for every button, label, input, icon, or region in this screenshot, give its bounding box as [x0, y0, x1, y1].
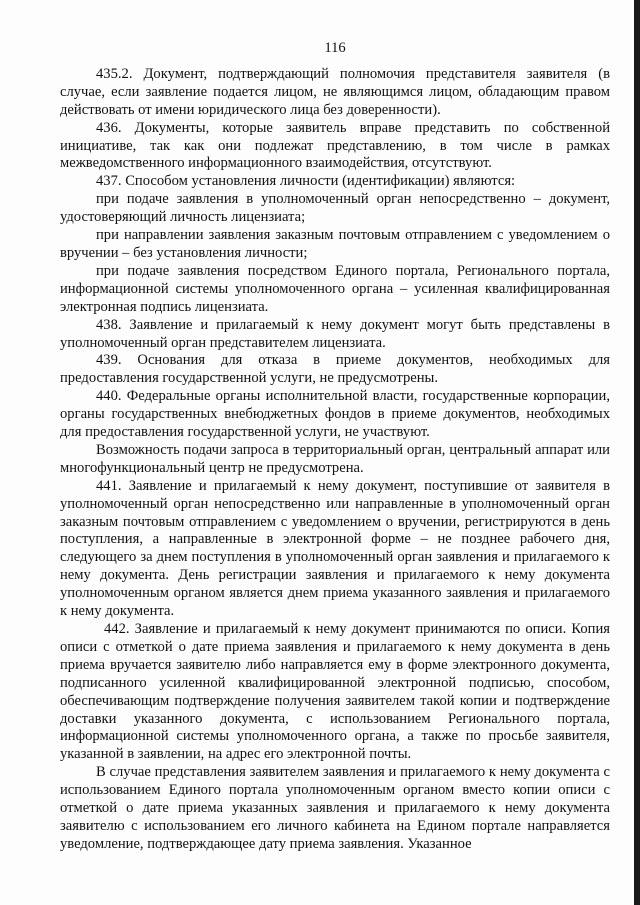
- paragraph-439: 439. Основания для отказа в приеме документов, необходимых для предоставления государственной услуги, не предусмотрены.: [60, 352, 610, 387]
- paragraph-437-item-1: при подаче заявления в уполномоченный орган непосредственно – документ, удостоверяющий личность лицензиата;: [60, 191, 610, 226]
- paragraph-437: 437. Способом установления личности (идентификации) являются:: [96, 173, 516, 190]
- paragraph-440-note: Возможность подачи запроса в территориальный орган, центральный аппарат или многофункциональный центр не предусмотрена.: [60, 441, 610, 476]
- page-number: 116: [324, 40, 346, 56]
- paragraph-442: 442. Заявление и прилагаемый к нему документ принимаются по описи. Копия описи с отметкой о дате приема заявления и прилагаемого к нему документа в день приема вручается заявителю либо направляется ему в форме электронного документа, подписанного усиленной квалифицированной электронной подписью, способом, обеспечивающим подтверждение получения заявителем такой копии и подтверждение доставки указанного документа, с использованием Регионального портала, информационной системы уполномоченного органа, а также по просьбе заявителя, указанной в заявлении, на адрес его электронной почты.: [60, 621, 610, 763]
- paragraph-438: 438. Заявление и прилагаемый к нему документ могут быть представлены в уполномоченный орган представителем лицензиата.: [60, 316, 610, 351]
- scan-edge-border: [634, 0, 640, 905]
- paragraph-437-item-2: при направлении заявления заказным почтовым отправлением с уведомлением о вручении – без установления личности;: [60, 227, 610, 261]
- paragraph-441: 441. Заявление и прилагаемый к нему документ, поступившие от заявителя в уполномоченный орган непосредственно или направленные в уполномоченный орган заказным почтовым отправлением с уведомлением о вручении, регистрируются в день поступления, а направленные в электронной форме – не позднее рабочего дня, следующего за днем поступления в уполномоченный орган заявления и прилагаемого к нему документа. День регистрации заявления и прилагаемого к нему документа уполномоченным органом является днем приема указанного заявления и прилагаемого к нему документа.: [60, 477, 610, 620]
- paragraph-442-continued: В случае представления заявителем заявления и прилагаемого к нему документа с использованием Единого портала уполномоченным органом вместо копии описи с отметкой о дате приема указанных заявления и прилагаемого к нему документа заявителю с использованием его личного кабинета на Едином портале направляется уведомление, подтверждающее дату приема заявления. Указанное: [60, 764, 610, 852]
- paragraph-436: 436. Документы, которые заявитель вправе представить по собственной инициативе, так как они подлежат представлению, в том числе в рамках межведомственного информационного взаимодействия, отсутствуют.: [60, 119, 610, 172]
- document-body: [60, 66, 610, 854]
- paragraph-435-2: 435.2. Документ, подтверждающий полномочия представителя заявителя (в случае, если заявление подается лицом, не являющимся лицом, обладающим правом действовать от имени юридического лица без доверенности).: [60, 65, 610, 118]
- paragraph-440: 440. Федеральные органы исполнительной власти, государственные корпорации, органы государственных внебюджетных фондов в приеме документов, необходимых для предоставления государственной услуги, не участвуют.: [60, 388, 610, 441]
- paragraph-437-item-3: при подаче заявления посредством Единого портала, Регионального портала, информационной системы уполномоченного органа – усиленная квалифицированная электронная подпись лицензиата.: [60, 262, 610, 315]
